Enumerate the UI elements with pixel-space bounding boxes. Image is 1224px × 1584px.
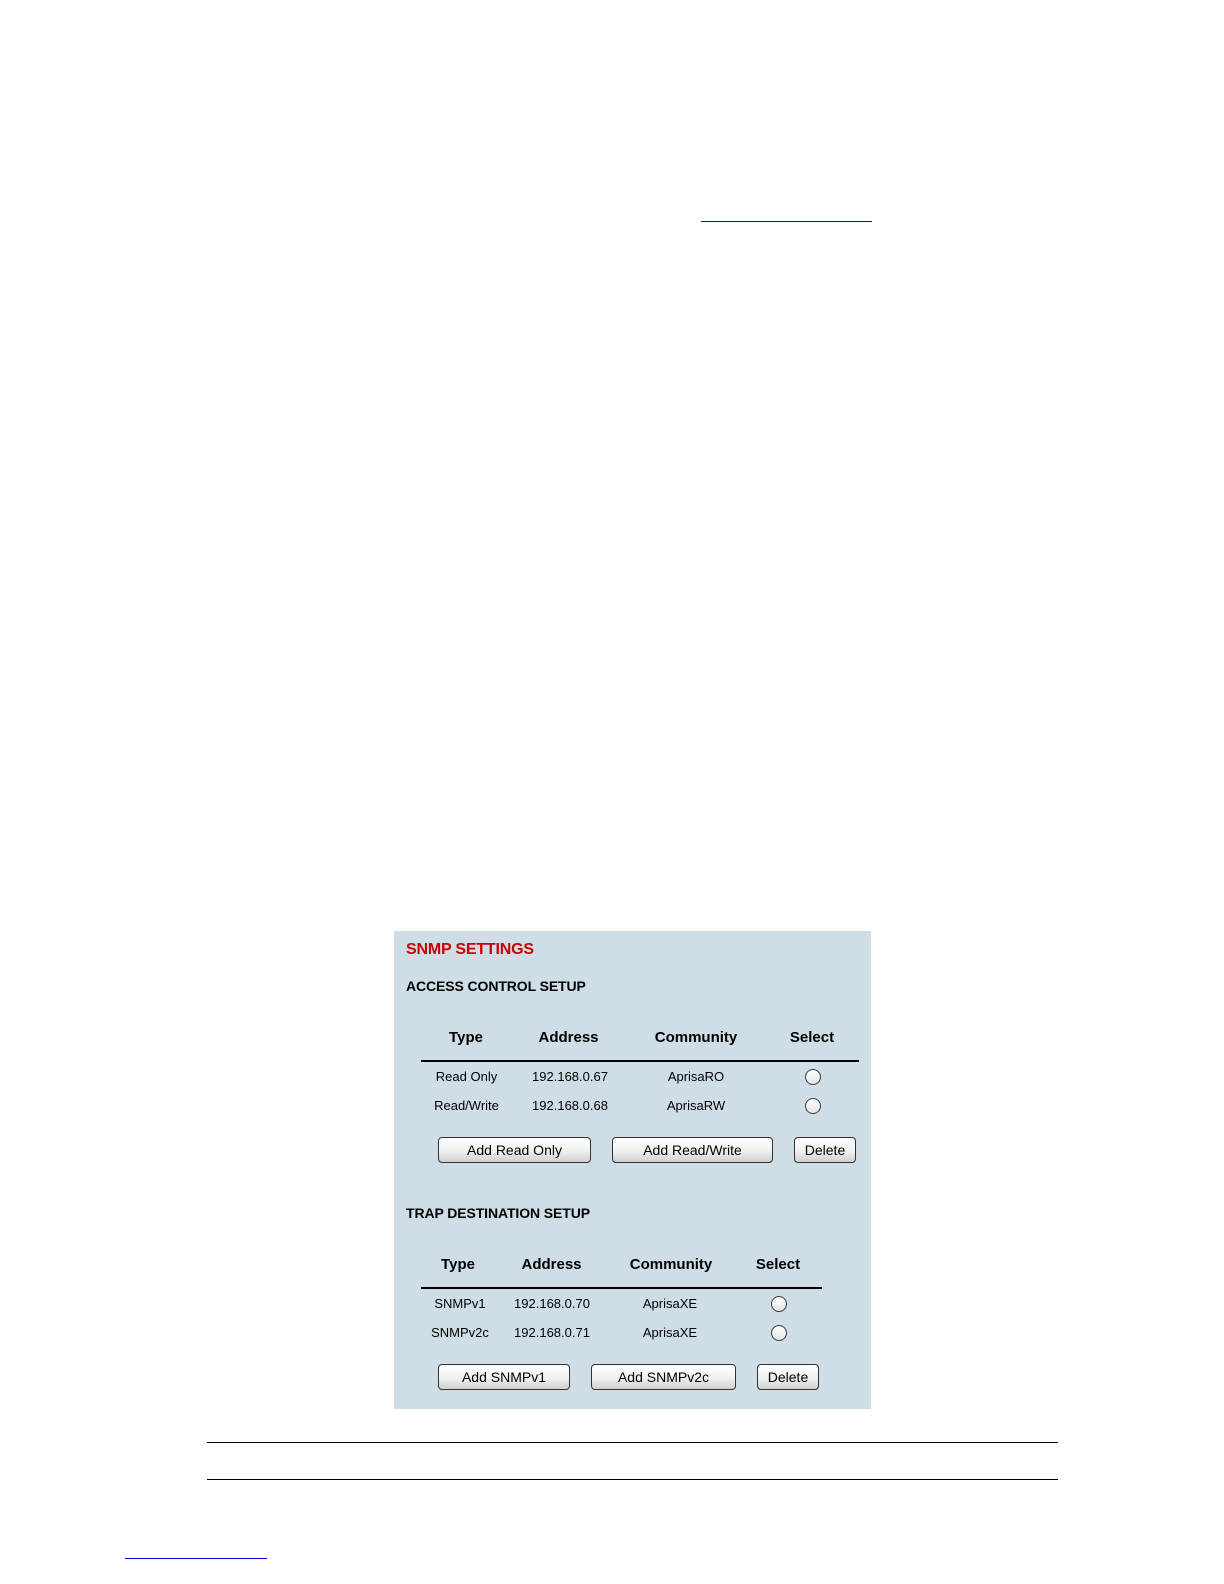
trap-header-select: Select — [755, 1256, 801, 1273]
trap-row-2-select-radio[interactable] — [771, 1325, 787, 1341]
snmp-settings-panel — [394, 931, 871, 1409]
hyperlink-underline-bottom[interactable] — [125, 1558, 267, 1559]
hyperlink-underline-top[interactable] — [701, 221, 872, 222]
trap-row-1-address: 192.168.0.70 — [514, 1296, 590, 1311]
trap-header-divider — [421, 1287, 822, 1289]
access-header-select: Select — [789, 1029, 835, 1046]
add-read-only-button[interactable]: Add Read Only — [438, 1137, 591, 1163]
trap-row-2-type: SNMPv2c — [431, 1325, 489, 1340]
access-header-type: Type — [449, 1029, 483, 1046]
footer-rule-bottom — [207, 1479, 1058, 1480]
access-row-1-select-radio[interactable] — [805, 1069, 821, 1085]
access-row-1-address: 192.168.0.67 — [532, 1069, 608, 1084]
footer-rule-top — [207, 1442, 1058, 1443]
add-snmpv1-button[interactable]: Add SNMPv1 — [438, 1364, 570, 1390]
trap-row-2-address: 192.168.0.71 — [514, 1325, 590, 1340]
trap-header-type: Type — [441, 1256, 475, 1273]
access-header-divider — [421, 1060, 859, 1062]
access-row-1-type: Read Only — [435, 1069, 498, 1084]
trap-row-1-type: SNMPv1 — [434, 1296, 486, 1311]
add-snmpv2c-button[interactable]: Add SNMPv2c — [591, 1364, 736, 1390]
trap-delete-button[interactable]: Delete — [757, 1364, 819, 1390]
access-row-2-select-radio[interactable] — [805, 1098, 821, 1114]
trap-row-1-select-radio[interactable] — [771, 1296, 787, 1312]
access-row-2-type: Read/Write — [434, 1098, 499, 1113]
trap-row-2-community: AprisaXE — [642, 1325, 698, 1340]
access-row-1-community: AprisaRO — [667, 1069, 725, 1084]
trap-header-community: Community — [629, 1256, 713, 1273]
access-control-title: ACCESS CONTROL SETUP — [406, 978, 586, 994]
add-read-write-button[interactable]: Add Read/Write — [612, 1137, 773, 1163]
access-header-community: Community — [654, 1029, 738, 1046]
trap-destination-title: TRAP DESTINATION SETUP — [406, 1205, 590, 1221]
access-delete-button[interactable]: Delete — [794, 1137, 856, 1163]
access-header-address: Address — [538, 1029, 599, 1046]
trap-header-address: Address — [521, 1256, 582, 1273]
access-row-2-community: AprisaRW — [666, 1098, 726, 1113]
trap-row-1-community: AprisaXE — [642, 1296, 698, 1311]
access-row-2-address: 192.168.0.68 — [532, 1098, 608, 1113]
panel-title: SNMP SETTINGS — [406, 941, 534, 958]
